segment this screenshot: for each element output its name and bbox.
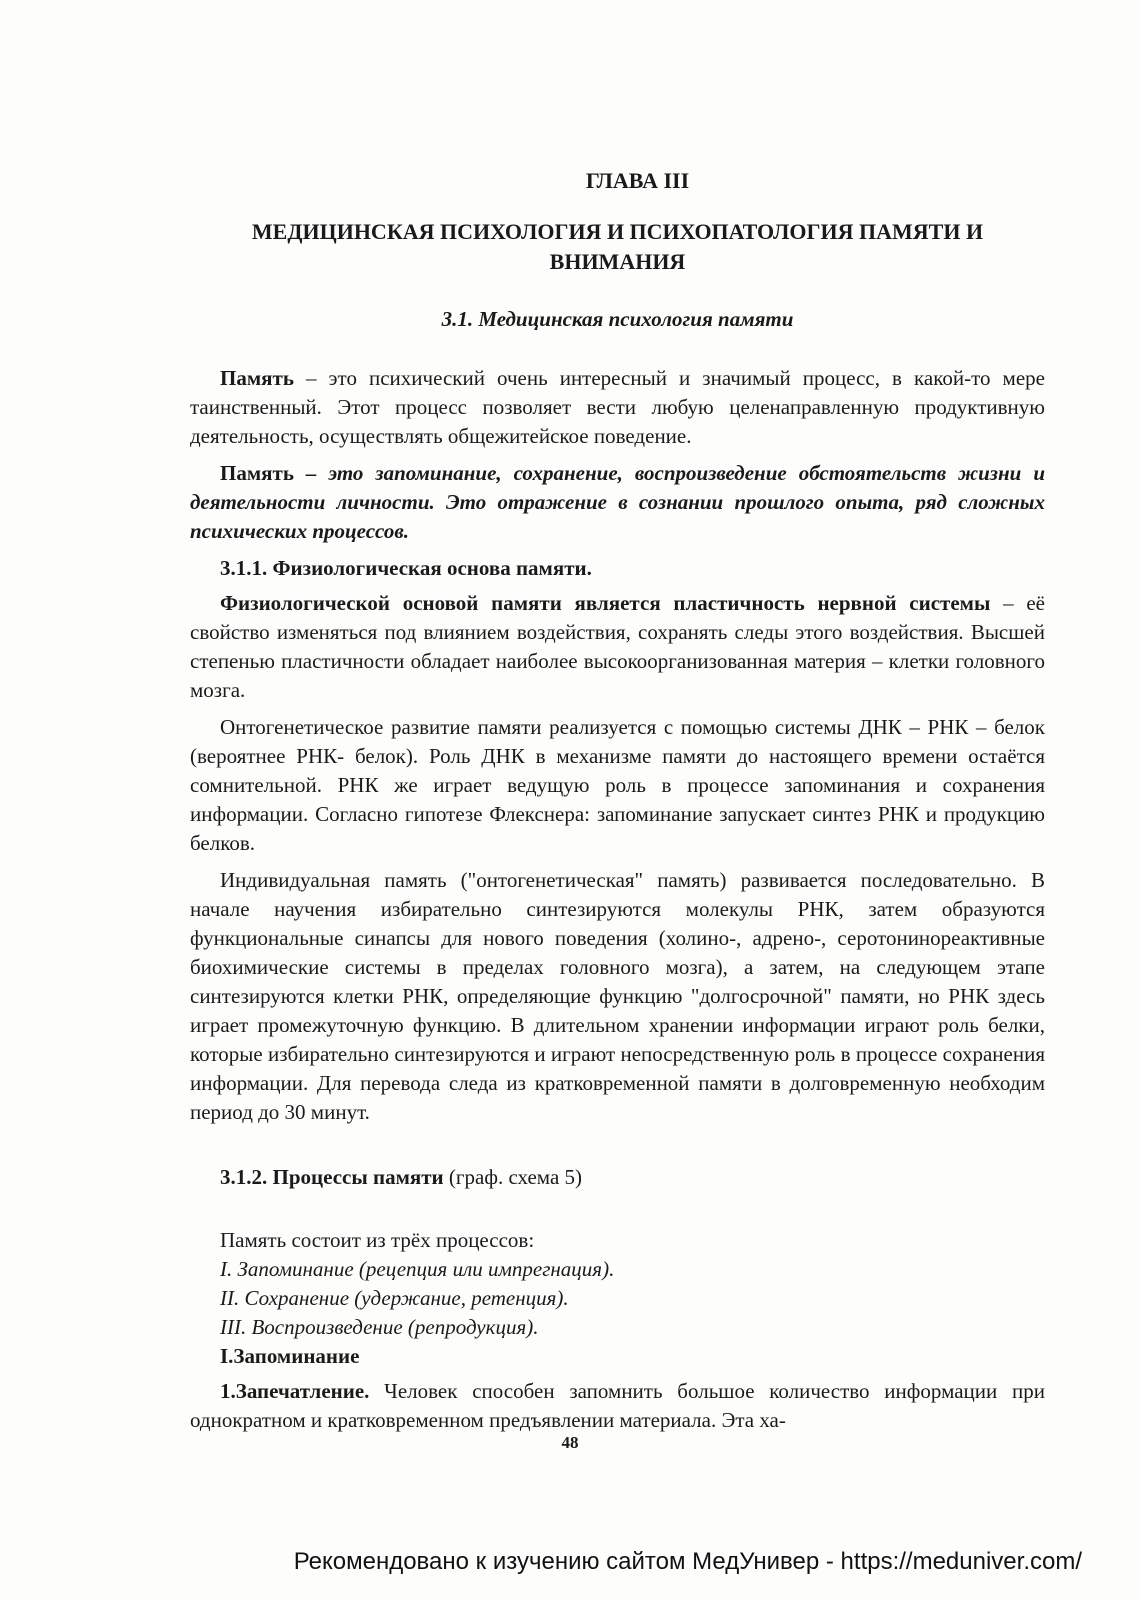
paragraph-memory-definition-2 — [190, 459, 1045, 546]
paragraph-plasticity — [190, 589, 1045, 705]
paragraph-text: Человек способен запомнить большое количество информации при однократном и кратковременном предъявлении материала. Эта ха- — [190, 1379, 1045, 1432]
paragraph-imprinting — [190, 1377, 1045, 1435]
paragraph-text: – это психический очень интересный и значимый процесс, в какой-то мере таинственный. Этот процесс позволяет вести любую целенаправленную продуктивную деятельность, осуществлять общежитейское поведение. — [190, 366, 1045, 448]
subsection-heading-bold: 3.1.2. Процессы памяти — [220, 1165, 444, 1189]
subsection-heading-ref: (граф. схема 5) — [443, 1165, 583, 1189]
paragraph-memory-definition — [190, 364, 1045, 451]
subsection-heading-processes — [190, 1163, 1045, 1192]
paragraph-text: – это запоминание, сохранение, воспроизведение обстоятельств жизни и деятельности личности. Это отражение в сознании прошлого опыта, ряд сложных психических процессов. — [190, 461, 1045, 543]
term-lead: Память — [220, 366, 294, 390]
footer-recommendation: Рекомендовано к изучению сайтом МедУнивер - https://meduniver.com/ — [293, 1548, 1082, 1575]
processes-list — [190, 1226, 1045, 1371]
processes-intro: Память состоит из трёх процессов: — [220, 1228, 535, 1252]
chapter-label: ГЛАВА III — [585, 168, 690, 193]
chapter-title: МЕДИЦИНСКАЯ ПСИХОЛОГИЯ И ПСИХОПАТОЛОГИЯ ПАМЯТИ И ВНИМАНИЯ — [251, 219, 984, 274]
list-item: I. Запоминание (рецепция или импрегнация). — [220, 1257, 615, 1281]
section-title: 3.1. Медицинская психология памяти — [441, 307, 794, 331]
paragraph-text: – её свойство изменяться под влиянием воздействия, сохранять следы этого воздействия. Высшей степенью пластичности обладает наиболее высокоорганизованная материя – клетки головного мозга. — [190, 591, 1045, 702]
subsection-heading-physiology: 3.1.1. Физиологическая основа памяти. — [220, 556, 592, 580]
list-item: II. Сохранение (удержание, ретенция). — [220, 1286, 569, 1310]
term-lead: Память — [220, 461, 294, 485]
list-item: III. Воспроизведение (репродукция). — [220, 1315, 539, 1339]
term-lead: Физиологической основой памяти является пластичность нервной системы — [220, 591, 991, 615]
subsection-heading-memorization: I.Запоминание — [220, 1344, 360, 1368]
paragraph-individual-memory: Индивидуальная память ("онтогенетическая" память) развивается последовательно. В начале научения избирательно синтезируются молекулы РНК, затем образуются функциональные синапсы для нового поведения (холино-, адрено-, серотонинореактивные биохимические системы в пределах головного мозга), а затем, на следующем этапе синтезируются клетки РНК, определяющие функцию "долгосрочной" памяти, но РНК здесь играет промежуточную функцию. В длительном хранении информации играют роль белки, которые избирательно синтезируются и играют непосредственную роль в процессе сохранения информации. Для перевода следа из кратковременной памяти в долговременную необходим период до 30 минут. — [190, 868, 1045, 1124]
page-number: 48 — [561, 1433, 579, 1452]
page-content — [190, 160, 1045, 1443]
paragraph-ontogenesis: Онтогенетическое развитие памяти реализуется с помощью системы ДНК – РНК – белок (вероятнее РНК- белок). Роль ДНК в механизме памяти до настоящего времени остаётся сомнительной. РНК же играет ведущую роль в процессе запоминания и сохранения информации. Согласно гипотезе Флекснера: запоминание запускает синтез РНК и продукцию белков. — [190, 715, 1045, 855]
term-lead: 1.Запечатление. — [220, 1379, 370, 1403]
